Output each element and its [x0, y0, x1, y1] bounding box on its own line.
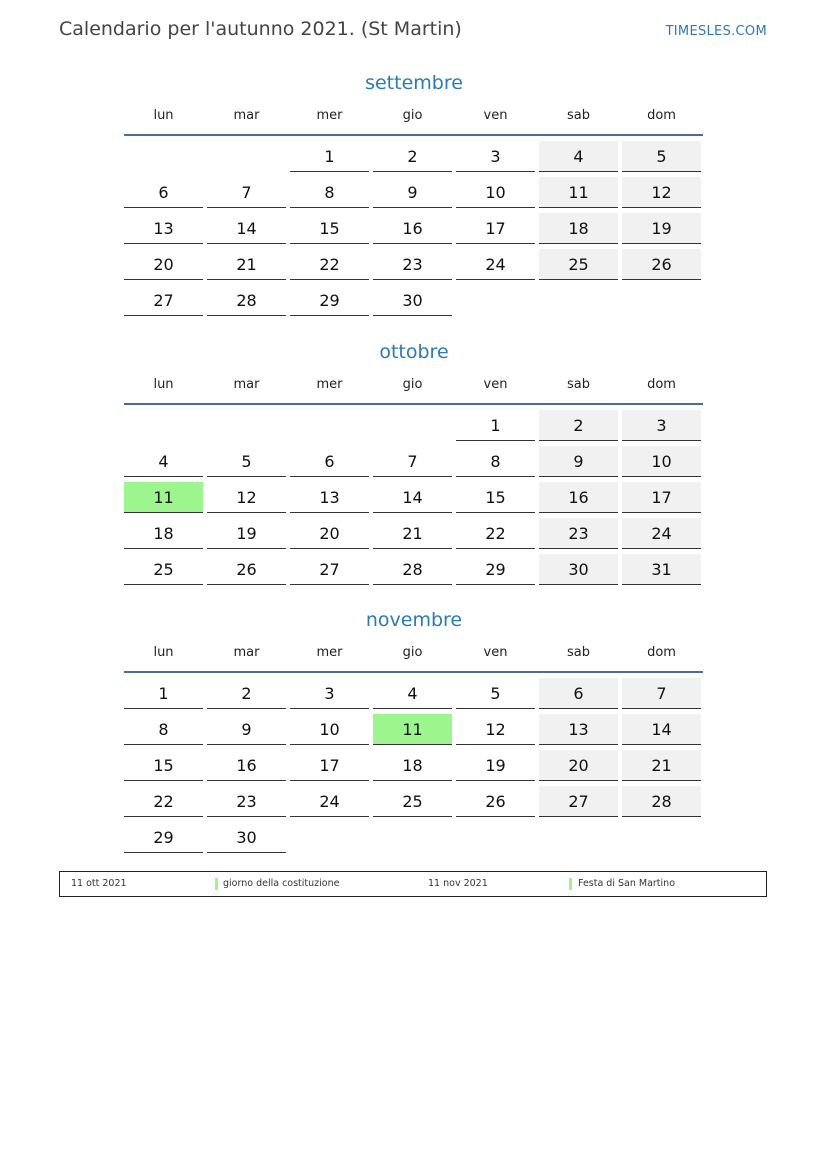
day-cell: 24 [622, 518, 701, 549]
day-cell: 28 [207, 285, 286, 316]
day-cell: 25 [124, 554, 203, 585]
day-grid [124, 678, 704, 853]
day-cell: 14 [373, 482, 452, 513]
day-cell: 23 [207, 786, 286, 817]
day-cell: 13 [539, 714, 618, 745]
header-rule [124, 403, 703, 405]
month-september [124, 71, 704, 316]
day-cell: 5 [207, 446, 286, 477]
month-november [124, 608, 704, 853]
weekday-label: ven [483, 645, 508, 660]
day-cell: 10 [456, 177, 535, 208]
day-cell: 3 [456, 141, 535, 172]
day-cell: 9 [207, 714, 286, 745]
day-cell: 5 [622, 141, 701, 172]
weekday-label: lun [153, 108, 174, 123]
brand-link[interactable]: TIMESLES.COM [665, 24, 767, 39]
day-cell: 7 [622, 678, 701, 709]
day-cell: 5 [456, 678, 535, 709]
day-cell: 8 [456, 446, 535, 477]
day-cell: 3 [290, 678, 369, 709]
day-cell: 20 [539, 750, 618, 781]
holiday-day-cell: 11 [124, 482, 203, 513]
empty-cell [207, 410, 286, 440]
day-cell: 27 [124, 285, 203, 316]
weekday-label: sab [567, 377, 590, 392]
header-rule [124, 134, 703, 136]
day-cell: 29 [456, 554, 535, 585]
day-cell: 8 [290, 177, 369, 208]
weekday-label: ven [483, 377, 508, 392]
day-cell: 15 [124, 750, 203, 781]
day-cell: 17 [622, 482, 701, 513]
day-cell: 27 [290, 554, 369, 585]
weekday-label: lun [153, 377, 174, 392]
header-rule [124, 671, 703, 673]
weekday-header [124, 107, 704, 125]
day-cell: 19 [456, 750, 535, 781]
legend-date: 11 ott 2021 [71, 878, 127, 889]
weekday-label: mer [316, 645, 343, 660]
day-cell: 2 [539, 410, 618, 441]
weekday-label: mer [316, 108, 343, 123]
day-cell: 19 [622, 213, 701, 244]
weekday-label: mar [233, 645, 260, 660]
day-cell: 1 [124, 678, 203, 709]
day-cell: 2 [207, 678, 286, 709]
page-title: Calendario per l'autunno 2021. (St Martin) [59, 18, 462, 40]
day-cell: 24 [290, 786, 369, 817]
legend-holiday-name: Festa di San Martino [578, 878, 676, 889]
day-cell: 16 [373, 213, 452, 244]
day-cell: 11 [539, 177, 618, 208]
month-title: ottobre [379, 341, 449, 363]
day-cell: 31 [622, 554, 701, 585]
day-cell: 22 [456, 518, 535, 549]
day-cell: 14 [622, 714, 701, 745]
empty-cell [207, 141, 286, 171]
day-cell: 18 [124, 518, 203, 549]
day-grid [124, 141, 704, 316]
empty-cell [290, 410, 369, 440]
empty-cell [124, 141, 203, 171]
day-cell: 22 [124, 786, 203, 817]
day-cell: 14 [207, 213, 286, 244]
holiday-swatch [569, 878, 572, 890]
day-cell: 10 [290, 714, 369, 745]
day-cell: 23 [539, 518, 618, 549]
empty-cell [373, 410, 452, 440]
day-cell: 30 [207, 822, 286, 853]
day-cell: 26 [456, 786, 535, 817]
weekday-label: dom [647, 377, 676, 392]
day-cell: 6 [290, 446, 369, 477]
day-cell: 23 [373, 249, 452, 280]
day-cell: 16 [539, 482, 618, 513]
day-cell: 12 [622, 177, 701, 208]
day-cell: 17 [290, 750, 369, 781]
day-cell: 26 [622, 249, 701, 280]
day-cell: 1 [290, 141, 369, 172]
day-cell: 18 [539, 213, 618, 244]
month-october [124, 340, 704, 585]
day-cell: 21 [207, 249, 286, 280]
weekday-label: dom [647, 108, 676, 123]
day-cell: 24 [456, 249, 535, 280]
weekday-label: gio [402, 645, 423, 660]
weekday-label: sab [567, 108, 590, 123]
day-cell: 25 [373, 786, 452, 817]
day-cell: 13 [124, 213, 203, 244]
day-cell: 28 [622, 786, 701, 817]
day-cell: 4 [539, 141, 618, 172]
weekday-header [124, 376, 704, 394]
day-cell: 15 [290, 213, 369, 244]
day-cell: 9 [539, 446, 618, 477]
day-cell: 12 [456, 714, 535, 745]
day-cell: 19 [207, 518, 286, 549]
legend-holiday-name: giorno della costituzione [223, 878, 340, 889]
day-cell: 21 [622, 750, 701, 781]
weekday-label: mar [233, 377, 260, 392]
month-title: novembre [365, 609, 463, 631]
month-title: settembre [365, 72, 463, 94]
day-cell: 22 [290, 249, 369, 280]
day-cell: 3 [622, 410, 701, 441]
day-cell: 16 [207, 750, 286, 781]
day-cell: 4 [373, 678, 452, 709]
day-cell: 28 [373, 554, 452, 585]
holiday-swatch [215, 878, 218, 890]
day-cell: 29 [124, 822, 203, 853]
day-cell: 29 [290, 285, 369, 316]
day-cell: 30 [373, 285, 452, 316]
day-cell: 27 [539, 786, 618, 817]
holiday-day-cell: 11 [373, 714, 452, 745]
holiday-legend [59, 871, 767, 897]
weekday-header [124, 644, 704, 662]
empty-cell [124, 410, 203, 440]
day-cell: 20 [290, 518, 369, 549]
weekday-label: ven [483, 108, 508, 123]
day-cell: 9 [373, 177, 452, 208]
day-cell: 10 [622, 446, 701, 477]
day-grid [124, 410, 704, 585]
day-cell: 30 [539, 554, 618, 585]
day-cell: 15 [456, 482, 535, 513]
day-cell: 1 [456, 410, 535, 441]
day-cell: 13 [290, 482, 369, 513]
day-cell: 7 [373, 446, 452, 477]
day-cell: 25 [539, 249, 618, 280]
day-cell: 26 [207, 554, 286, 585]
weekday-label: mer [316, 377, 343, 392]
day-cell: 21 [373, 518, 452, 549]
legend-date: 11 nov 2021 [428, 878, 488, 889]
day-cell: 6 [539, 678, 618, 709]
day-cell: 17 [456, 213, 535, 244]
weekday-label: gio [402, 108, 423, 123]
day-cell: 4 [124, 446, 203, 477]
weekday-label: sab [567, 645, 590, 660]
day-cell: 20 [124, 249, 203, 280]
weekday-label: dom [647, 645, 676, 660]
day-cell: 8 [124, 714, 203, 745]
day-cell: 12 [207, 482, 286, 513]
day-cell: 7 [207, 177, 286, 208]
day-cell: 6 [124, 177, 203, 208]
weekday-label: lun [153, 645, 174, 660]
day-cell: 18 [373, 750, 452, 781]
weekday-label: mar [233, 108, 260, 123]
day-cell: 2 [373, 141, 452, 172]
weekday-label: gio [402, 377, 423, 392]
